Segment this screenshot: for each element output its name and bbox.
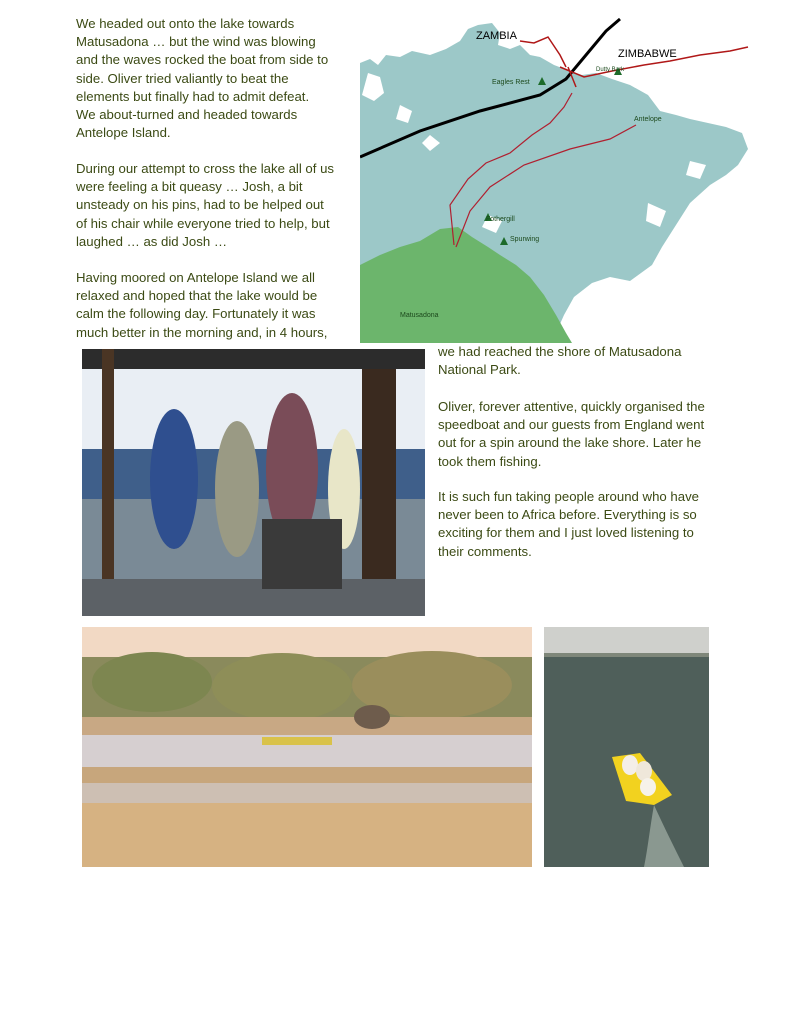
elephant-lakeshore-photo — [82, 627, 532, 867]
story-paragraph-3: Having moored on Antelope Island we all relaxed and hoped that the lake would be calm the following day. Fortunately it was much better in the morning and, in 4 hours, — [76, 270, 328, 340]
map-label-fothergill: Fothergill — [486, 216, 515, 223]
map-label-spurwing: Spurwing — [510, 236, 540, 243]
map-label-zambia: ZAMBIA — [476, 30, 517, 42]
story-paragraph-1: We headed out onto the lake towards Matusadona … but the wind was blowing and the waves rocked the boat from side to side. Oliver tried valiantly to beat the elements but finally had to admit defeat. We about-turned and headed towards Antelope Island. — [76, 16, 329, 141]
story-paragraph-4: we had reached the shore of Matusadona National Park. — [438, 344, 682, 378]
map-label-antelope: Antelope — [634, 116, 662, 123]
story-paragraph-2: During our attempt to cross the lake all of us were feeling a bit queasy … Josh, a bit unsteady on his pins, had to be helped out of his chair while everyone tried to help, but laughed … as did Josh … — [76, 161, 335, 249]
map-label-eagles-rest: Eagles Rest — [492, 79, 530, 86]
story-paragraph-5: Oliver, forever attentive, quickly organised the speedboat and our guests from England went out for a spin around the lake shore. Later he took them fishing. — [438, 399, 705, 469]
speedboat-photo — [544, 627, 709, 867]
boat-deck-photo — [82, 349, 425, 616]
map-label-matusadona: Matusadona — [400, 312, 439, 319]
map-label-dutty-bark: Dutty Bark — [596, 67, 625, 73]
map-label-zimbabwe: ZIMBABWE — [618, 48, 677, 60]
story-paragraph-6: It is such fun taking people around who have never been to Africa before. Everything is so exciting for them and I just loved listening to their comments. — [438, 489, 699, 559]
lake-map — [360, 15, 750, 343]
elephant — [354, 705, 390, 729]
